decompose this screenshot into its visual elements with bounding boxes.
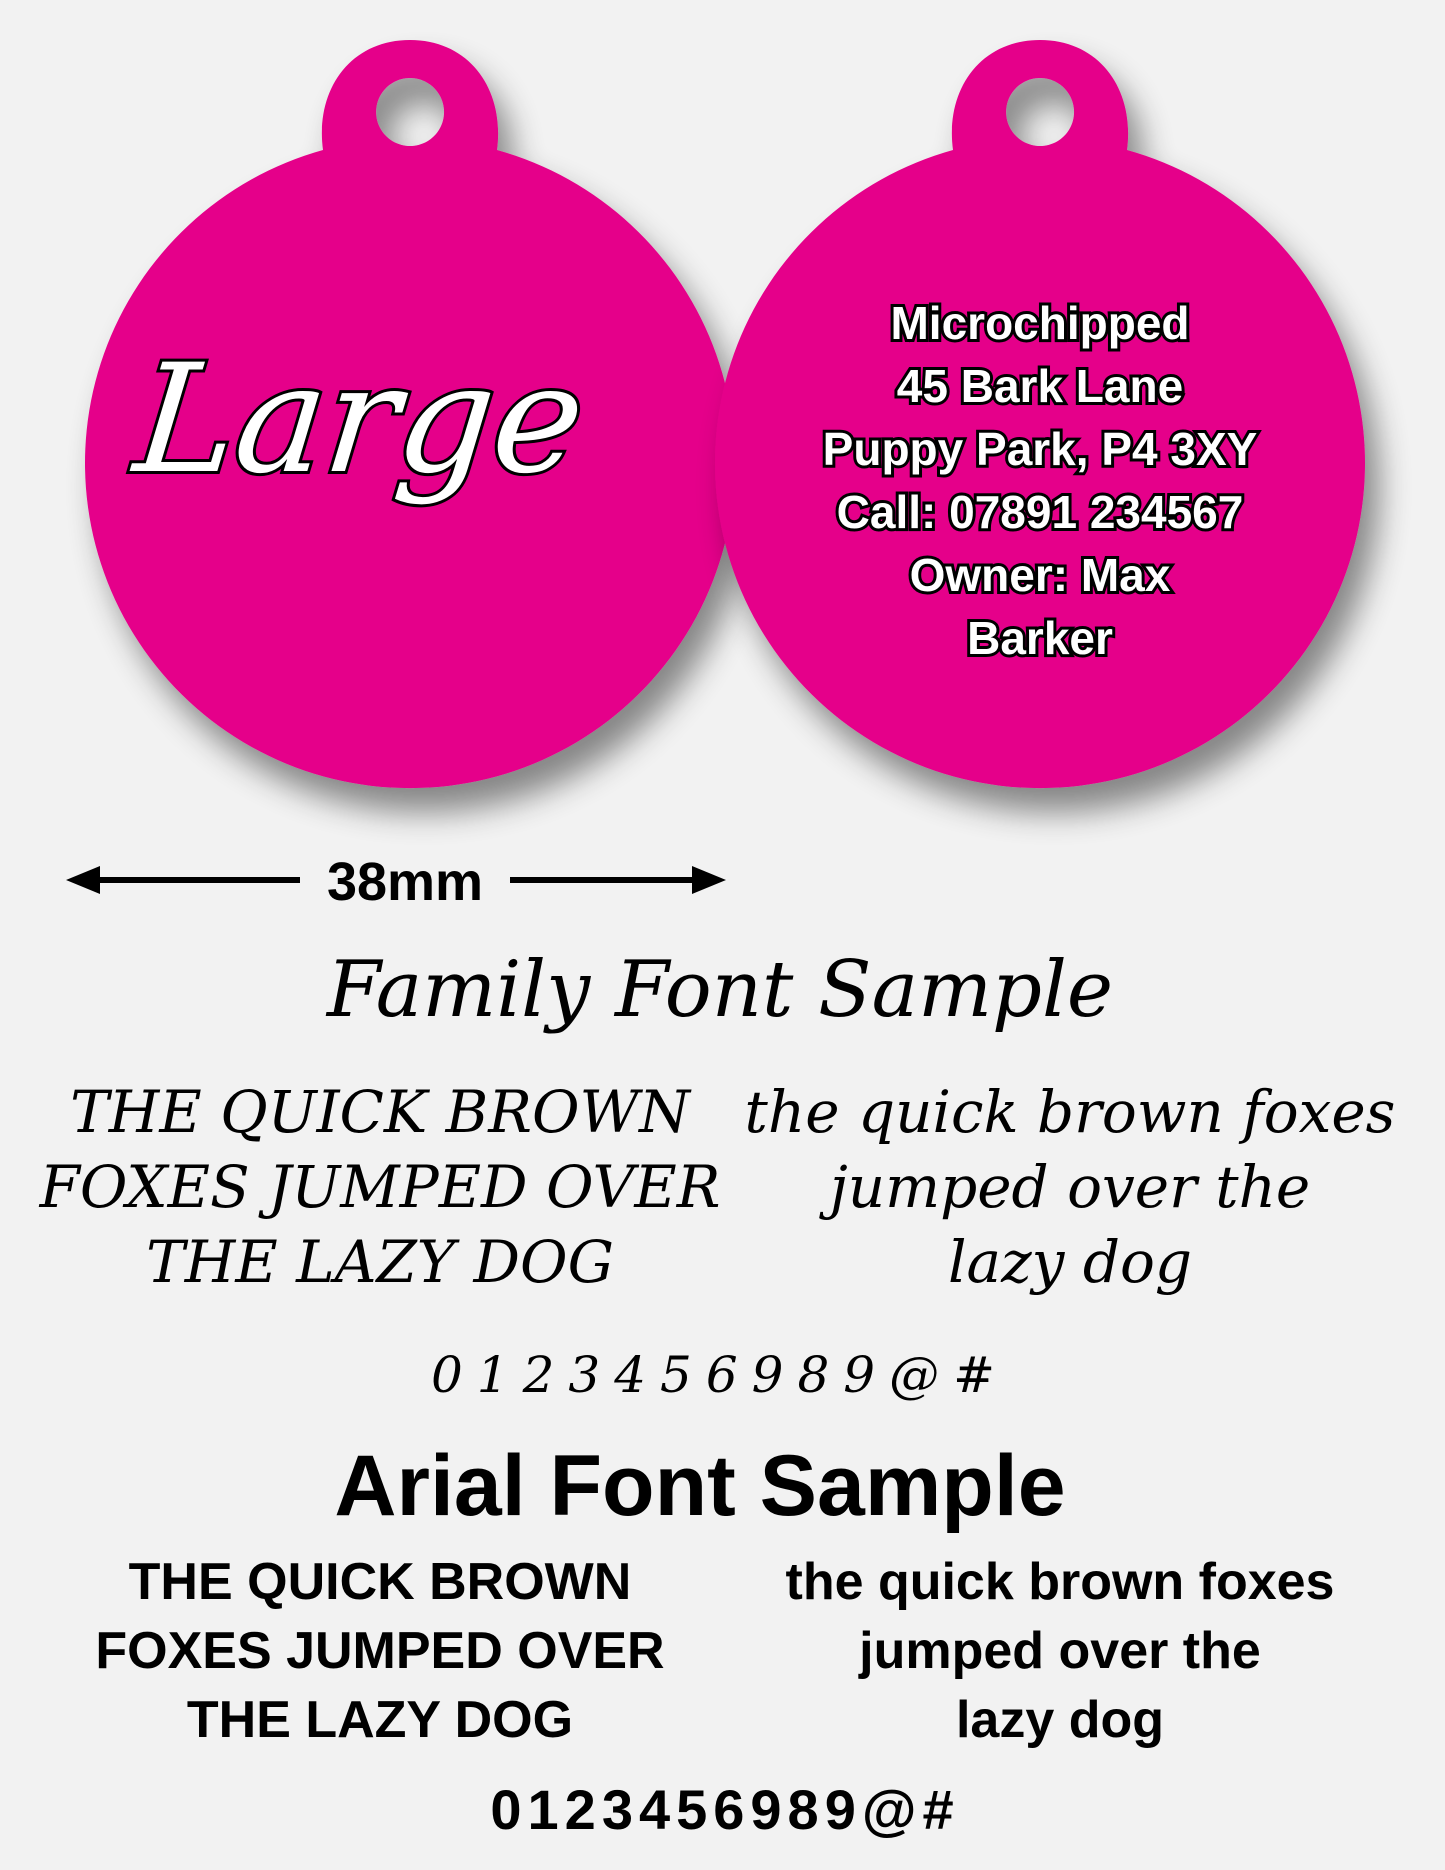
sample-line: the quick brown foxes [785, 1553, 1335, 1611]
sample-line: jumped over the [859, 1622, 1261, 1680]
tag-back-line: Microchipped [890, 297, 1190, 349]
arial-uppercase-sample [30, 1548, 730, 1755]
dimension-label: 38mm [300, 852, 510, 912]
sample-line: lazy dog [955, 1691, 1165, 1749]
family-font-title: Family Font Sample [326, 945, 1114, 1035]
arial-lowercase-sample [720, 1548, 1400, 1755]
arrow-right-icon [692, 866, 726, 894]
sample-line: FOXES JUMPED OVER [39, 1153, 721, 1221]
sample-line: lazy dog [947, 1228, 1193, 1296]
sample-line: THE LAZY DOG [186, 1691, 574, 1749]
tag-back-line: Call: 07891 234567 [836, 486, 1244, 538]
sample-line: THE QUICK BROWN [70, 1078, 690, 1146]
tag-back-line: Owner: Max [909, 549, 1171, 601]
tag-back-line: Barker [967, 612, 1113, 664]
tag-back-line: 45 Bark Lane [896, 360, 1184, 412]
sample-line: THE QUICK BROWN [128, 1553, 632, 1611]
tag-back-text [730, 292, 1350, 670]
arrow-left-icon [66, 866, 100, 894]
family-lowercase-sample [740, 1075, 1400, 1300]
sample-line: the quick brown foxes [744, 1078, 1396, 1146]
arial-digits-sample: 0123456989@# [490, 1778, 960, 1841]
family-digits-sample: 0123456989@# [430, 1346, 1009, 1404]
sample-line: FOXES JUMPED OVER [95, 1622, 665, 1680]
tag-back-line: Puppy Park, P4 3XY [822, 423, 1258, 475]
sample-line: jumped over the [829, 1153, 1311, 1221]
family-uppercase-sample [30, 1075, 730, 1300]
tag-front-name: Large [128, 333, 592, 507]
arial-font-title: Arial Font Sample [334, 1438, 1066, 1534]
sample-line: THE LAZY DOG [146, 1228, 614, 1296]
